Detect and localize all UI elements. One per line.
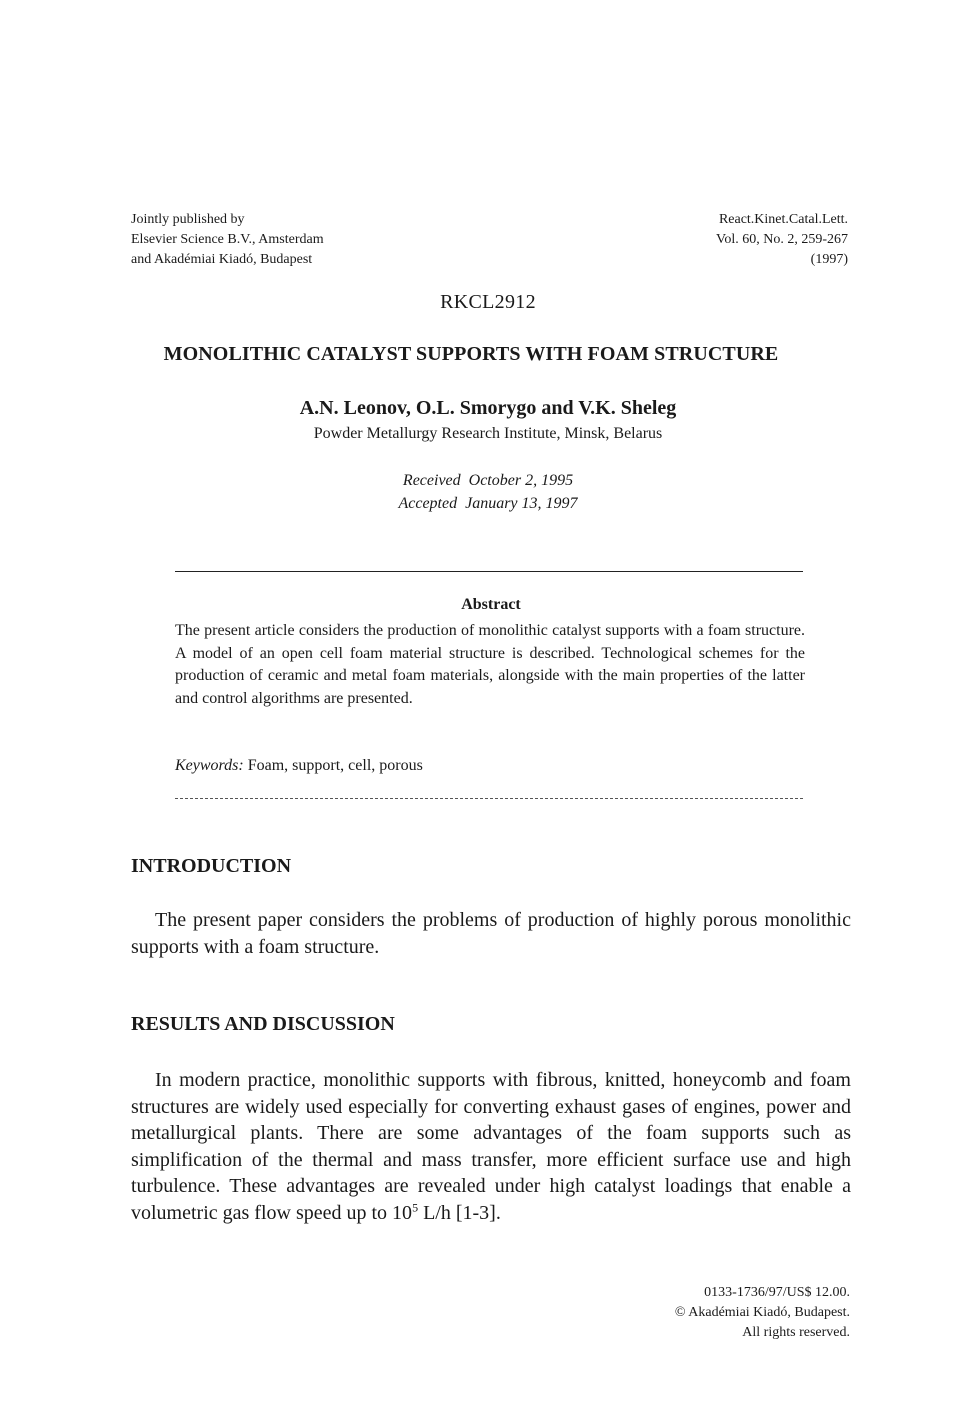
results-text-end: L/h [1-3]. — [418, 1201, 501, 1224]
publisher-info — [131, 210, 451, 270]
affiliation: Powder Metallurgy Research Institute, Minsk, Belarus — [313, 425, 663, 442]
footer-line: All rights reserved. — [742, 1325, 850, 1340]
introduction-heading: INTRODUCTION — [131, 855, 292, 877]
copyright-footer — [560, 1283, 850, 1343]
accepted-date: Accepted January 13, 1997 — [398, 495, 578, 512]
publisher-line: Elsevier Science B.V., Amsterdam — [131, 232, 324, 247]
results-paragraph — [131, 1067, 851, 1226]
abstract-text: The present article considers the production of monolithic catalyst supports with a foam structure. A model of an open cell foam material structure is described. Technological schemes for the production of ceramic and metal foam materials, alongside with the main properties of the latter and control algorithms are presented. — [175, 622, 805, 707]
journal-line: React.Kinet.Catal.Lett. — [718, 212, 848, 227]
keywords-label: Keywords: — [175, 757, 244, 774]
publisher-line: and Akadémiai Kiadó, Budapest — [131, 252, 313, 267]
footer-line: © Akadémiai Kiadó, Budapest. — [674, 1305, 850, 1320]
introduction-text: The present paper considers the problems of production of highly porous monolithic supports with a foam structure. — [131, 909, 851, 958]
received-date: Received October 2, 1995 — [402, 472, 574, 489]
results-text-main: In modern practice, monolithic supports with fibrous, knitted, honeycomb and foam structures are widely used especially for converting exhaust gases of engines, power and metallurgical plants. There are some advantages of the foam supports such as simplification of the thermal and mass transfer, more efficient surface use and high turbulence. These advantages are revealed under high catalyst loadings that enable a volumetric gas flow speed up to 10 — [131, 1069, 851, 1224]
abstract-bottom-rule — [175, 798, 803, 799]
results-text — [131, 1067, 851, 1226]
keywords-list: Foam, support, cell, porous — [247, 757, 423, 774]
paper-title: MONOLITHIC CATALYST SUPPORTS WITH FOAM STRUCTURE — [163, 343, 779, 365]
results-superscript: 5 — [412, 1199, 419, 1214]
authors: A.N. Leonov, O.L. Smorygo and V.K. Sheleg — [299, 397, 677, 419]
abstract-heading: Abstract — [461, 596, 521, 613]
journal-info — [620, 210, 848, 270]
abstract-top-rule — [175, 571, 803, 572]
dates — [0, 469, 976, 515]
journal-line: (1997) — [810, 252, 848, 267]
publisher-line: Jointly published by — [131, 212, 245, 227]
keywords — [175, 757, 423, 775]
introduction-paragraph — [131, 907, 851, 960]
results-heading: RESULTS AND DISCUSSION — [131, 1013, 395, 1035]
journal-line: Vol. 60, No. 2, 259-267 — [716, 232, 848, 247]
footer-line: 0133-1736/97/US$ 12.00. — [704, 1285, 850, 1300]
article-code: RKCL2912 — [440, 291, 536, 313]
